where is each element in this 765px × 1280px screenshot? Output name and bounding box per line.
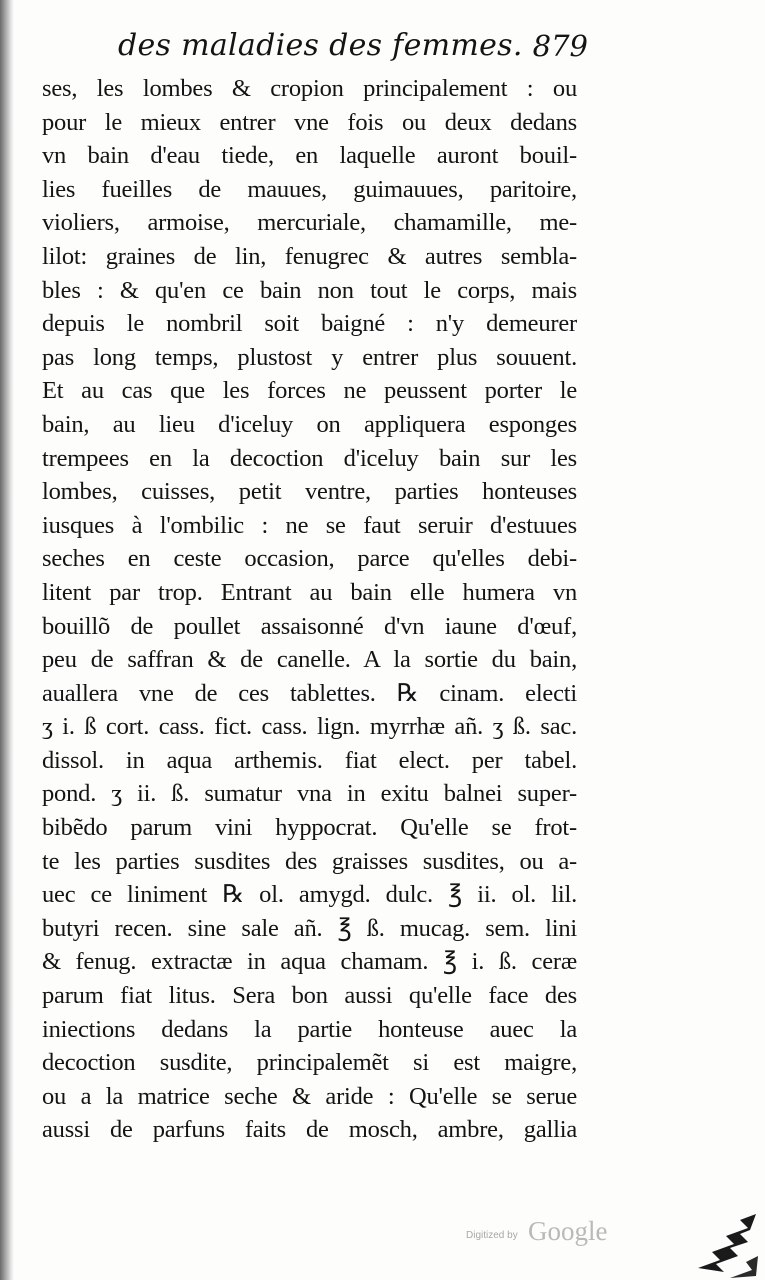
running-head: [118, 26, 608, 66]
page-number: 879: [532, 29, 588, 63]
text-line: auallera vne de ces tablettes. ℞ cinam. electi: [42, 679, 577, 707]
text-line: butyri recen. sine sale añ. ℥ ß. mucag. sem. lini: [42, 914, 577, 942]
text-line: te les parties susdites des graisses susdites, ou a-: [42, 847, 577, 875]
text-line: lilot: graines de lin, fenugrec & autres sembla-: [42, 242, 577, 270]
running-title: des maladies des femmes.: [118, 28, 523, 63]
text-line: iusques à l'ombilic : ne se faut seruir d'estuues: [42, 511, 577, 539]
text-line: litent par trop. Entrant au bain elle humera vn: [42, 578, 577, 606]
text-line: pas long temps, plustost y entrer plus souuent.: [42, 343, 577, 371]
digitized-by-label: Digitized by: [466, 1230, 518, 1241]
text-line: lombes, cuisses, petit ventre, parties honteuses: [42, 478, 577, 506]
text-line: aussi de parfuns faits de mosch, ambre, gallia: [42, 1116, 577, 1144]
text-line: decoction susdite, principalemẽt si est maigre,: [42, 1049, 577, 1077]
text-line: uec ce liniment ℞ ol. amygd. dulc. ℥ ii. ol. lil.: [42, 881, 577, 909]
page-gutter-shadow: [0, 0, 14, 1280]
text-line: bain, au lieu d'iceluy on appliquera esponges: [42, 410, 577, 438]
text-line: trempees en la decoction d'iceluy bain sur les: [42, 444, 577, 472]
text-line: bouillõ de poullet assaisonné d'vn iaune d'œuf,: [42, 612, 577, 640]
text-line: ses, les lombes & cropion principalement : ou: [42, 75, 577, 102]
text-line: depuis le nombril soit baigné : n'y demeurer: [42, 310, 577, 338]
text-line: lies fueilles de mauues, guimauues, paritoire,: [42, 175, 577, 203]
text-line: bles : & qu'en ce bain non tout le corps, mais: [42, 276, 577, 304]
text-line: pour le mieux entrer vne fois ou deux dedans: [42, 108, 577, 136]
body-text: [42, 72, 577, 1147]
text-line: iniections dedans la partie honteuse auec la: [42, 1015, 577, 1043]
google-logo: Google: [528, 1216, 608, 1246]
text-line: bibẽdo parum vini hyppocrat. Qu'elle se frot-: [42, 814, 577, 842]
text-line: ʒ i. ß cort. cass. fict. cass. lign. myrrhæ añ. ʒ ß. sac.: [42, 713, 577, 741]
text-line: vn bain d'eau tiede, en laquelle auront bouil-: [42, 142, 577, 170]
text-line: parum fiat litus. Sera bon aussi qu'elle face des: [42, 982, 577, 1010]
text-line: & fenug. extractæ in aqua chamam. ℥ i. ß. ceræ: [42, 948, 577, 976]
text-line: dissol. in aqua arthemis. fiat elect. per tabel.: [42, 746, 577, 774]
google-watermark: [466, 1214, 626, 1254]
text-line: ou a la matrice seche & aride : Qu'elle se serue: [42, 1082, 577, 1110]
text-line: peu de saffran & de canelle. A la sortie du bain,: [42, 646, 577, 674]
text-line: seches en ceste occasion, parce qu'elles debi-: [42, 545, 577, 573]
printer-ornament-mark: [690, 1190, 760, 1280]
text-line: Et au cas que les forces ne peussent porter le: [42, 377, 577, 405]
text-line: pond. ʒ ii. ß. sumatur vna in exitu balnei super-: [42, 780, 577, 808]
text-line: violiers, armoise, mercuriale, chamamille, me-: [42, 209, 577, 237]
